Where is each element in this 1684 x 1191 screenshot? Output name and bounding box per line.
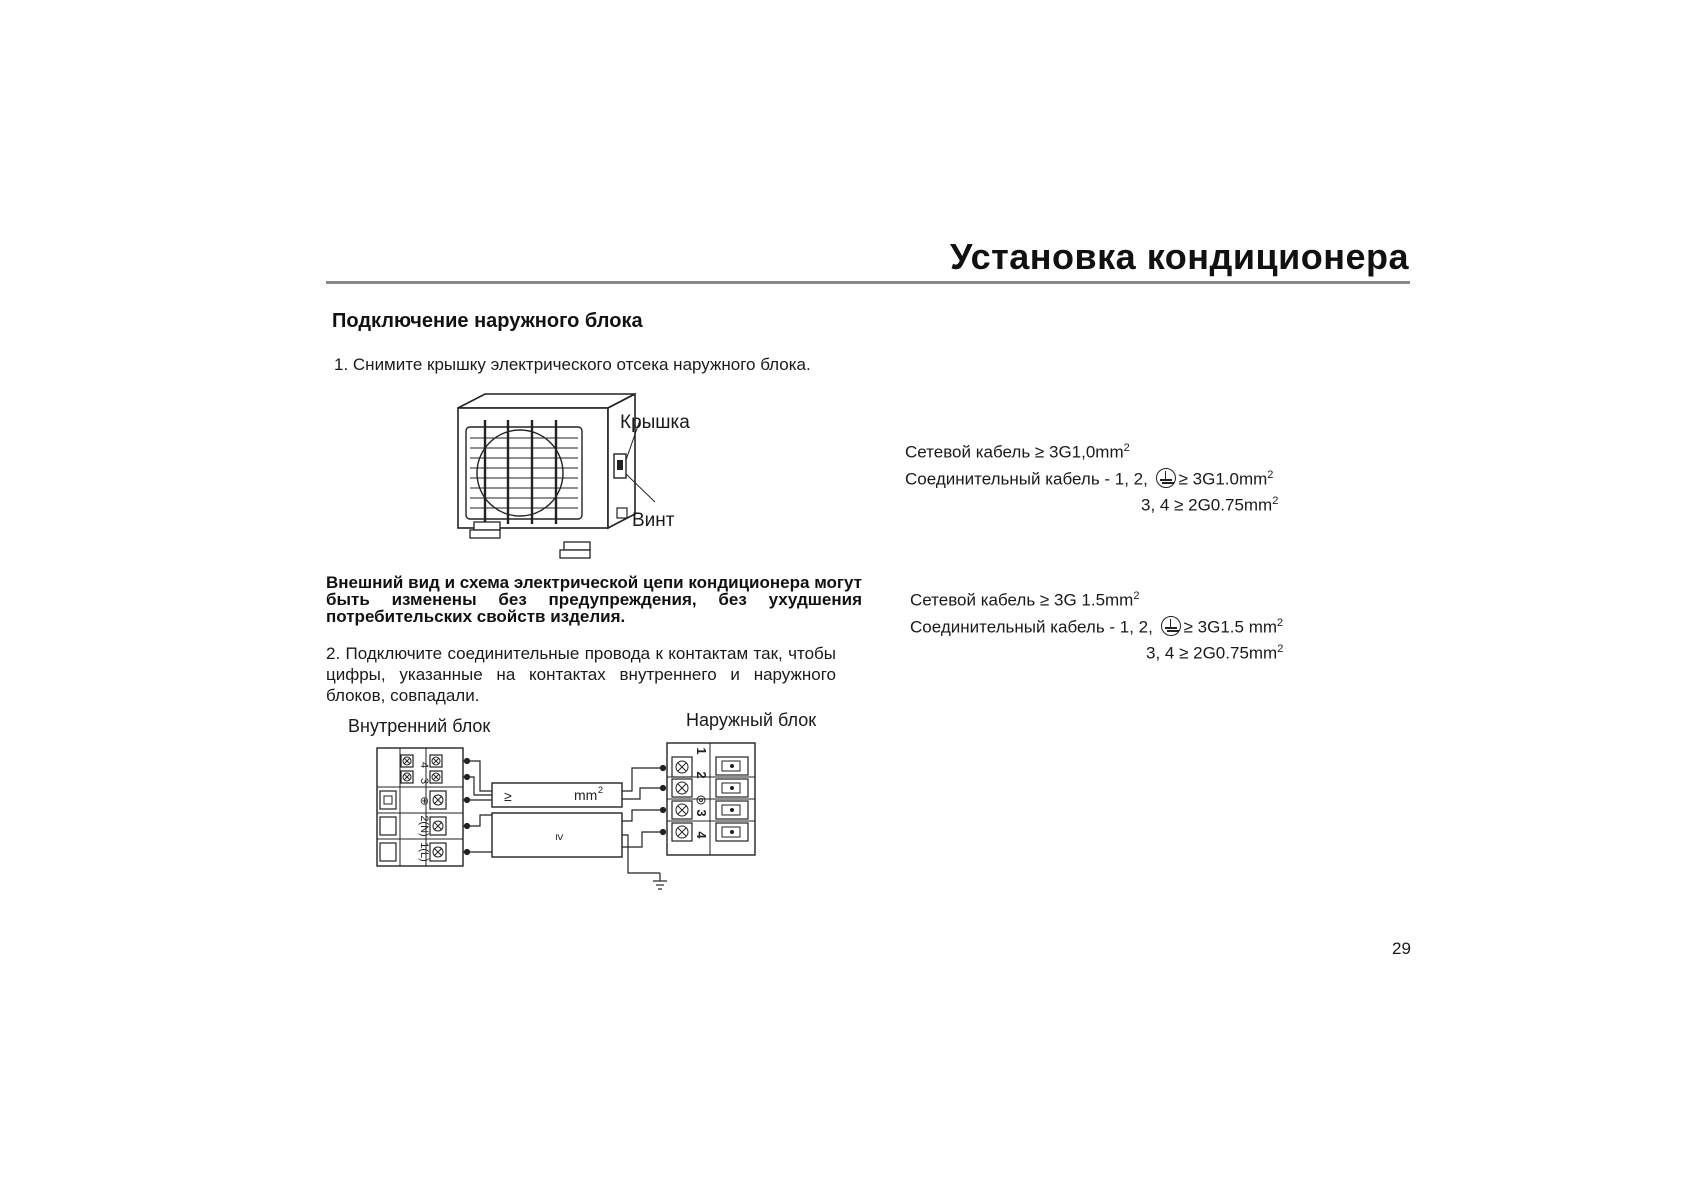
wiring-diagram <box>370 735 770 895</box>
ground-icon <box>1156 468 1176 488</box>
outdoor-terminal-4: 4 <box>694 831 709 839</box>
ground-icon <box>1161 616 1181 636</box>
signal-cable-ge: ≥ <box>504 788 512 804</box>
indoor-terminal-2n: 2(N) <box>418 815 430 837</box>
indoor-terminal-3: 3 <box>418 777 430 785</box>
indoor-terminal-ground: ⊕ <box>418 796 430 806</box>
connection-cable-spec: Соединительный кабель - 1, 2, ≥ $3G1.0mm^2$ <box>905 468 1274 489</box>
title-divider <box>326 281 1410 284</box>
power-cable-spec: Сетевой кабель ≥ 3G $1.5mm^2$ <box>910 590 1140 610</box>
outdoor-terminal-2: 2 <box>694 771 709 779</box>
outdoor-unit-label: Наружный блок <box>686 710 817 730</box>
cable-unit: mm <box>574 787 598 803</box>
power-cable-spec: Сетевой кабель ≥ $3G1,0mm^2$ <box>905 442 1130 462</box>
spec-block-1 <box>905 437 1278 517</box>
indoor-terminal-1l: 1(L) <box>418 842 430 862</box>
warning-note: Внешний вид и схема электрической цепи кондиционера могут быть изменены без предупреждения, без ухудшения потребительских свойств изделия. <box>326 573 862 626</box>
power-cable-ge: ≥ <box>553 833 567 841</box>
step-1-text: 1. Снимите крышку электрического отсека наружного блока. <box>334 355 811 374</box>
page-number: 29 <box>1392 939 1411 958</box>
section-heading: Подключение наружного блока <box>332 310 643 332</box>
connection-cable-spec: Соединительный кабель - 1, 2, ≥ 3G1.5 $mm^2$ <box>910 616 1284 637</box>
signal-cable-spec: 3, $4 \ge 2G0.75mm^2$ <box>1141 495 1279 515</box>
ground-symbol <box>653 873 667 889</box>
cover-label: Крышка <box>620 412 690 433</box>
page-title: Установка кондиционера <box>950 236 1409 277</box>
indoor-terminal-4: 4 <box>418 761 430 769</box>
spec-block-2 <box>910 585 1283 665</box>
signal-cable-spec: 3, $4 \ge 2G0.75mm^2$ <box>1146 643 1284 663</box>
screw-label: Винт <box>632 510 675 531</box>
step-2-text: 2. Подключите соединительные провода к контактам так, чтобы цифры, указанные на контактах внутреннего и наружного блоков, совпадали. <box>326 644 836 705</box>
outdoor-terminal-1: 1 <box>694 747 709 755</box>
cable-unit-sup: 2 <box>598 785 604 795</box>
indoor-unit-label: Внутренний блок <box>348 716 491 736</box>
outdoor-terminal-3: 3 <box>694 809 709 817</box>
